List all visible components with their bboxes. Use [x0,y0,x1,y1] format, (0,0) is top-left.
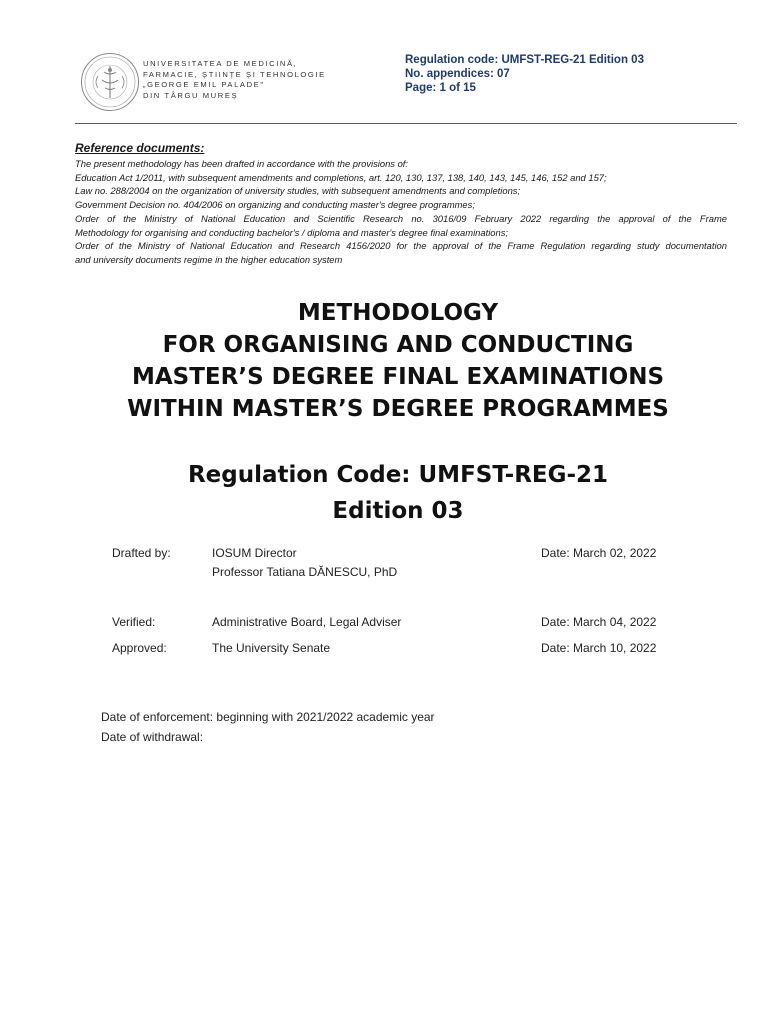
university-name [143,59,326,101]
appendices-count: No. appendices: 07 [405,68,510,80]
header-divider [75,123,737,124]
document-title [40,297,756,425]
code-line: Regulation Code: UMFST-REG-21 [187,462,609,488]
drafted-label: Drafted by: [112,546,171,560]
withdrawal-date: Date of withdrawal: [101,730,204,744]
reference-line: Education Act 1/2011, with subsequent amendments and completions, art. 120, 130, 137, 138, 140, 143, 145, 146, 152 and 157; [75,171,607,183]
regulation-code-title [40,457,756,529]
reference-line: and university documents regime in the higher education system [75,253,343,265]
regulation-code: Regulation code: UMFST-REG-21 Edition 03 [405,54,644,66]
verified-by: Administrative Board, Legal Adviser [212,615,402,629]
edition-line: Edition 03 [332,498,464,524]
title-line: WITHIN MASTER’S DEGREE PROGRAMMES [127,396,669,422]
page-indicator: Page: 1 of 15 [405,82,476,94]
drafted-date: Date: March 02, 2022 [541,546,657,560]
approved-date: Date: March 10, 2022 [541,641,657,655]
verified-date: Date: March 04, 2022 [541,615,657,629]
approved-by: The University Senate [212,641,331,655]
university-name-line: FARMACIE, ȘTIINȚE ȘI TEHNOLOGIE [143,69,326,79]
reference-line: Law no. 288/2004 on the organization of university studies, with subsequent amendments and completions; [75,185,521,197]
enforcement-date: Date of enforcement: beginning with 2021/2022 academic year [101,710,435,724]
verified-label: Verified: [112,615,156,629]
approved-label: Approved: [112,641,167,655]
reference-line: Order of the Ministry of National Education and Research 4156/2020 for the approval of the Frame Regulation regarding study documentation [75,240,727,252]
reference-line: Order of the Ministry of National Education and Scientific Research no. 3016/09 February 2022 regarding the approval of the Frame [75,212,727,224]
reference-line: The present methodology has been drafted in accordance with the provisions of: [75,158,409,169]
university-name-line: „GEORGE EMIL PALADE" [143,80,265,89]
drafted-by-role: IOSUM Director [212,546,297,560]
title-line: METHODOLOGY [297,300,499,326]
drafted-by-name: Professor Tatiana DĂNESCU, PhD [212,565,398,579]
title-line: MASTER’S DEGREE FINAL EXAMINATIONS [131,364,665,390]
reference-line: Government Decision no. 404/2006 on organizing and conducting master's degree programmes; [75,199,475,211]
reference-line: Methodology for organising and conducting bachelor's / diploma and master's degree final examinations; [75,226,509,238]
university-name-line: DIN TÂRGU MUREȘ [143,90,239,100]
reference-documents-heading: Reference documents: [75,141,205,155]
regulation-meta [405,53,644,95]
reference-documents-list [75,157,727,267]
university-seal-logo [80,52,140,112]
university-name-line: UNIVERSITATEA DE MEDICINĂ, [143,59,298,68]
title-line: FOR ORGANISING AND CONDUCTING [162,332,634,358]
